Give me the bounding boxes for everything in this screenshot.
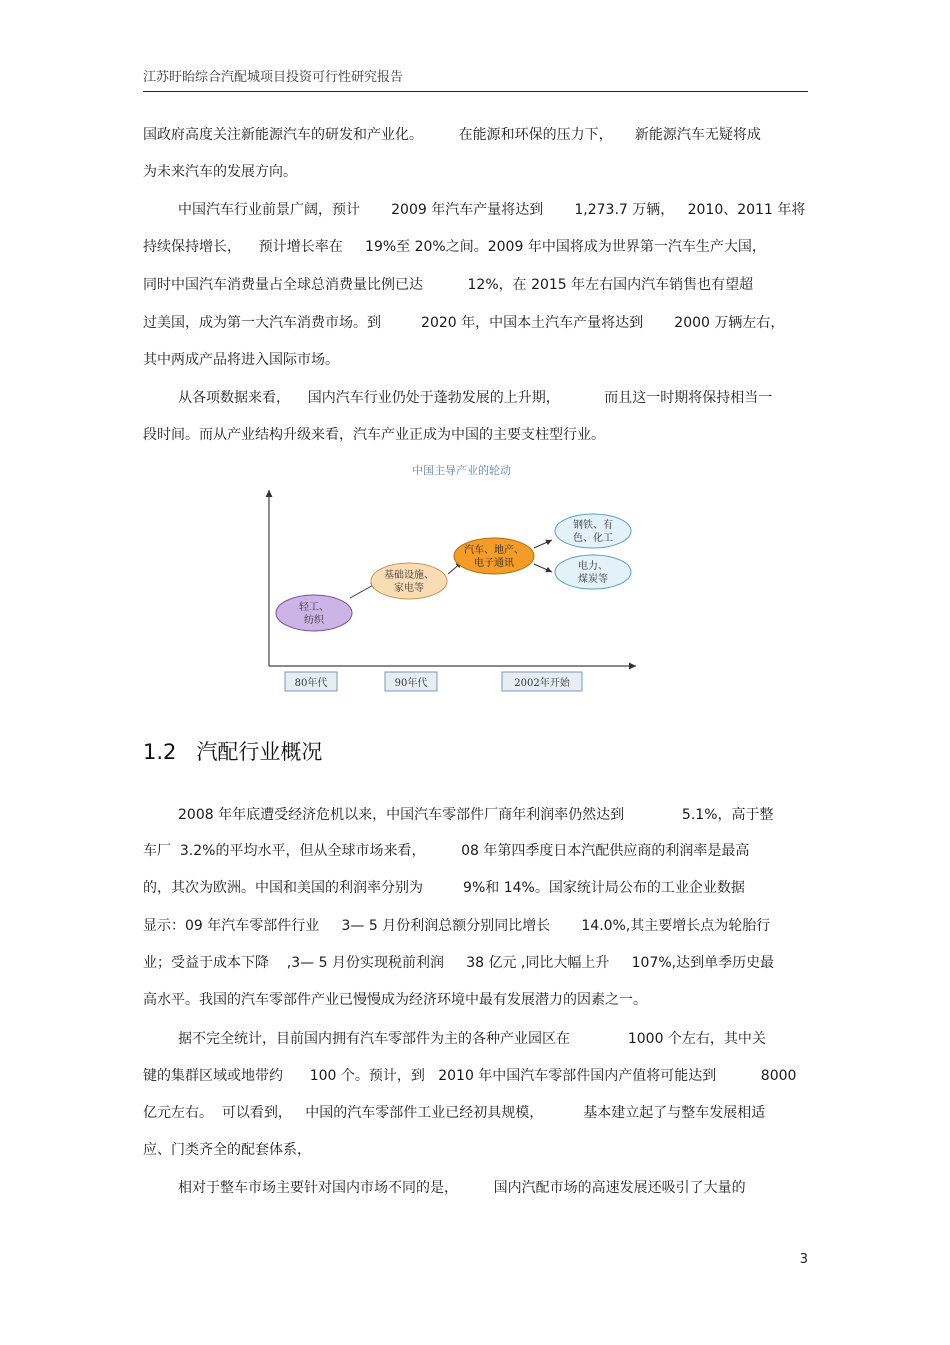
node-light-industry bbox=[276, 595, 352, 631]
node-label: 色、化工 bbox=[573, 533, 613, 544]
header-divider bbox=[143, 91, 808, 92]
node-label: 纺织 bbox=[304, 615, 324, 626]
body-line: 过美国，成为第一大汽车消费市场。到 2020 年，中国本土汽车产量将达到 2000 万辆左右， bbox=[143, 315, 785, 331]
node-label: 汽车、地产、 bbox=[464, 545, 524, 556]
body-line: 相对于整车市场主要针对国内市场不同的是， 国内汽配市场的高速发展还吸引了大量的 bbox=[178, 1180, 746, 1196]
body-line: 从各项数据来看， 国内汽车行业仍处于蓬勃发展的上升期， 而且这一时期将保持相当一 bbox=[178, 390, 773, 406]
node-steel bbox=[555, 514, 631, 548]
node-label: 电力、 bbox=[578, 561, 608, 572]
node-label: 煤炭等 bbox=[578, 574, 608, 585]
arrow-3-4 bbox=[534, 540, 552, 548]
period-text: 2002年开始 bbox=[514, 678, 570, 689]
section-title: 汽配行业概况 bbox=[196, 740, 323, 764]
running-header: 江苏盱眙综合汽配城项目投资可行性研究报告 bbox=[143, 70, 404, 85]
node-label: 家电等 bbox=[394, 583, 424, 594]
body-line: 国政府高度关注新能源汽车的研发和产业化。 在能源和环保的压力下， 新能源汽车无疑将成 bbox=[143, 127, 761, 143]
section-number: 1.2 bbox=[143, 740, 177, 764]
body-line: 同时中国汽车消费量占全球总消费量比例已达 12%，在 2015 年左右国内汽车销售也有望超 bbox=[143, 277, 754, 293]
body-line: 的，其次为欧洲。中国和美国的利润率分别为 9%和 14%。国家统计局公布的工业企业数据 bbox=[143, 880, 745, 896]
period-text: 80年代 bbox=[294, 678, 328, 689]
node-label: 基础设施、 bbox=[384, 570, 434, 581]
arrow-3-5 bbox=[534, 564, 552, 572]
node-infrastructure bbox=[371, 563, 447, 599]
body-line: 显示：09 年汽车零部件行业 3— 5 月份利润总额分别同比增长 14.0%,其主要增长点为轮胎行 bbox=[143, 918, 771, 934]
node-automotive bbox=[454, 538, 534, 574]
body-line: 据不完全统计，目前国内拥有汽车零部件为主的各种产业园区在 1000 个左右，其中关 bbox=[178, 1031, 766, 1047]
period-text: 90年代 bbox=[394, 678, 428, 689]
section-heading bbox=[143, 736, 322, 766]
figure-title: 中国主导产业的轮动 bbox=[412, 464, 511, 477]
body-line: 应、门类齐全的配套体系， bbox=[143, 1142, 311, 1158]
body-line: 持续保持增长， 预计增长率在 19%至 20%之间。2009 年中国将成为世界第一汽车生产大国， bbox=[143, 239, 766, 255]
period-label-90s bbox=[385, 672, 437, 691]
node-label: 轻工、 bbox=[299, 602, 329, 613]
body-line: 车厂 3.2%的平均水平，但从全球市场来看， 08 年第四季度日本汽配供应商的利润率是最高 bbox=[143, 843, 750, 859]
page-number: 3 bbox=[799, 1252, 808, 1267]
body-line: 段时间。而从产业结构升级来看，汽车产业正成为中国的主要支柱型行业。 bbox=[143, 427, 605, 443]
body-line: 高水平。我国的汽车零部件产业已慢慢成为经济环境中最有发展潜力的因素之一。 bbox=[143, 992, 647, 1008]
body-line: 亿元左右。 可以看到， 中国的汽车零部件工业已经初具规模， 基本建立起了与整车发展相适 bbox=[143, 1105, 766, 1121]
industry-rotation-figure bbox=[262, 458, 648, 698]
node-label: 电子通讯 bbox=[474, 558, 514, 569]
body-line: 键的集群区域或地带约 100 个。预计，到 2010 年中国汽车零部件国内产值将可能达到 8000 bbox=[143, 1068, 797, 1084]
node-power bbox=[555, 555, 631, 589]
node-label: 钢铁、有 bbox=[573, 520, 613, 531]
body-line: 中国汽车行业前景广阔，预计 2009 年汽车产量将达到 1,273.7 万辆， 2010、2011 年将 bbox=[178, 202, 806, 218]
body-line: 2008 年年底遭受经济危机以来，中国汽车零部件厂商年利润率仍然达到 5.1%，高于整 bbox=[178, 807, 774, 823]
period-label-80s bbox=[285, 672, 337, 691]
body-line: 业；受益于成本下降 ,3— 5 月份实现税前利润 38 亿元 ,同比大幅上升 107%,达到单季历史最 bbox=[143, 955, 775, 971]
period-label-2002 bbox=[502, 672, 582, 691]
body-line: 为未来汽车的发展方向。 bbox=[143, 164, 297, 180]
body-line: 其中两成产品将进入国际市场。 bbox=[143, 352, 339, 368]
